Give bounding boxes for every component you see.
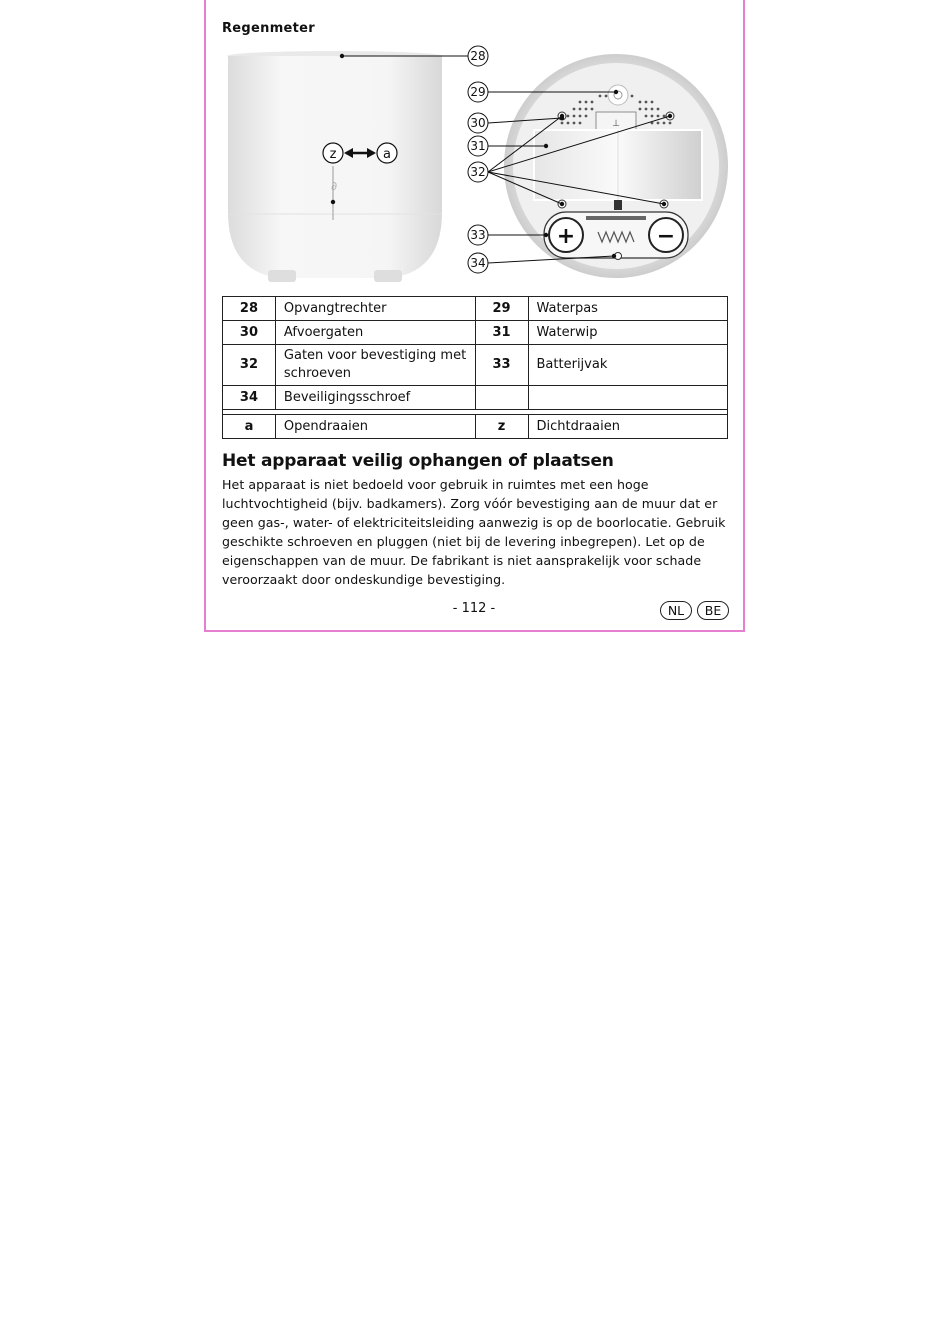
gauge-bottom-view (504, 54, 728, 278)
section-title: Regenmeter (222, 21, 316, 36)
parts-legend-table (222, 296, 728, 439)
rotation-label-a: a (383, 147, 391, 162)
callout-29-label: 29 (470, 85, 486, 99)
part-number (475, 386, 528, 410)
callout-28-label: 28 (470, 49, 486, 63)
table-row (223, 386, 728, 410)
part-number: 28 (223, 297, 276, 321)
language-badges (660, 601, 729, 620)
direction-key: z (475, 415, 528, 439)
direction-name: Dichtdraaien (528, 415, 727, 439)
callout-31-label: 31 (470, 139, 486, 153)
callout-31 (468, 136, 488, 156)
rain-gauge-figure (220, 42, 732, 287)
body-paragraph (222, 475, 732, 589)
body-line: veroorzaakt door ondeskundige bevestiging. (222, 572, 506, 587)
gauge-side-view (227, 51, 443, 282)
direction-key: a (223, 415, 276, 439)
callout-30 (468, 113, 488, 133)
part-name: Waterpas (528, 297, 727, 321)
language-badge-be: BE (697, 601, 729, 620)
table-row (223, 345, 728, 386)
callout-30-label: 30 (470, 116, 486, 130)
part-number: 29 (475, 297, 528, 321)
part-name: Afvoergaten (275, 321, 475, 345)
callout-28 (468, 46, 488, 66)
part-number: 34 (223, 386, 276, 410)
callout-34-label: 34 (470, 256, 486, 270)
part-name: Opvangtrechter (275, 297, 475, 321)
part-number: 30 (223, 321, 276, 345)
body-line: luchtvochtigheid (bijv. badkamers). Zorg vóór bevestiging aan de muur dat er (222, 496, 718, 511)
table-row (223, 415, 728, 439)
callout-34 (468, 253, 488, 273)
language-badge-nl: NL (660, 601, 692, 620)
table-row (223, 321, 728, 345)
callout-32 (468, 162, 488, 182)
part-name: Beveiligingsschroef (275, 386, 475, 410)
body-line: Het apparaat is niet bedoeld voor gebruik in ruimtes met een hoge (222, 477, 649, 492)
part-name: Gaten voor bevestiging met schroeven (275, 345, 475, 386)
section-heading: Het apparaat veilig ophangen of plaatsen (222, 451, 614, 471)
svg-text:⊥: ⊥ (612, 119, 620, 129)
body-line: geschikte schroeven en pluggen (niet bij de levering inbegrepen). Let op de (222, 534, 705, 549)
direction-name: Opendraaien (275, 415, 475, 439)
svg-text:∂: ∂ (331, 179, 338, 193)
rotation-label-z: z (329, 147, 337, 162)
callout-29 (468, 82, 488, 102)
part-name: Batterijvak (528, 345, 727, 386)
body-line: geen gas-, water- of elektriciteitsleiding aanwezig is op de boorlocatie. Gebruik (222, 515, 726, 530)
page-number: - 112 - (452, 601, 496, 616)
part-number: 31 (475, 321, 528, 345)
part-number: 32 (223, 345, 276, 386)
part-name: Waterwip (528, 321, 727, 345)
battery-minus-symbol: − (656, 224, 676, 249)
callout-32-label: 32 (470, 165, 486, 179)
callout-33-label: 33 (470, 228, 486, 242)
callout-33 (468, 225, 488, 245)
part-name (528, 386, 727, 410)
body-line: eigenschappen van de muur. De fabrikant is niet aansprakelijk voor schade (222, 553, 702, 568)
table-row (223, 297, 728, 321)
battery-plus-symbol: + (556, 224, 576, 249)
part-number: 33 (475, 345, 528, 386)
